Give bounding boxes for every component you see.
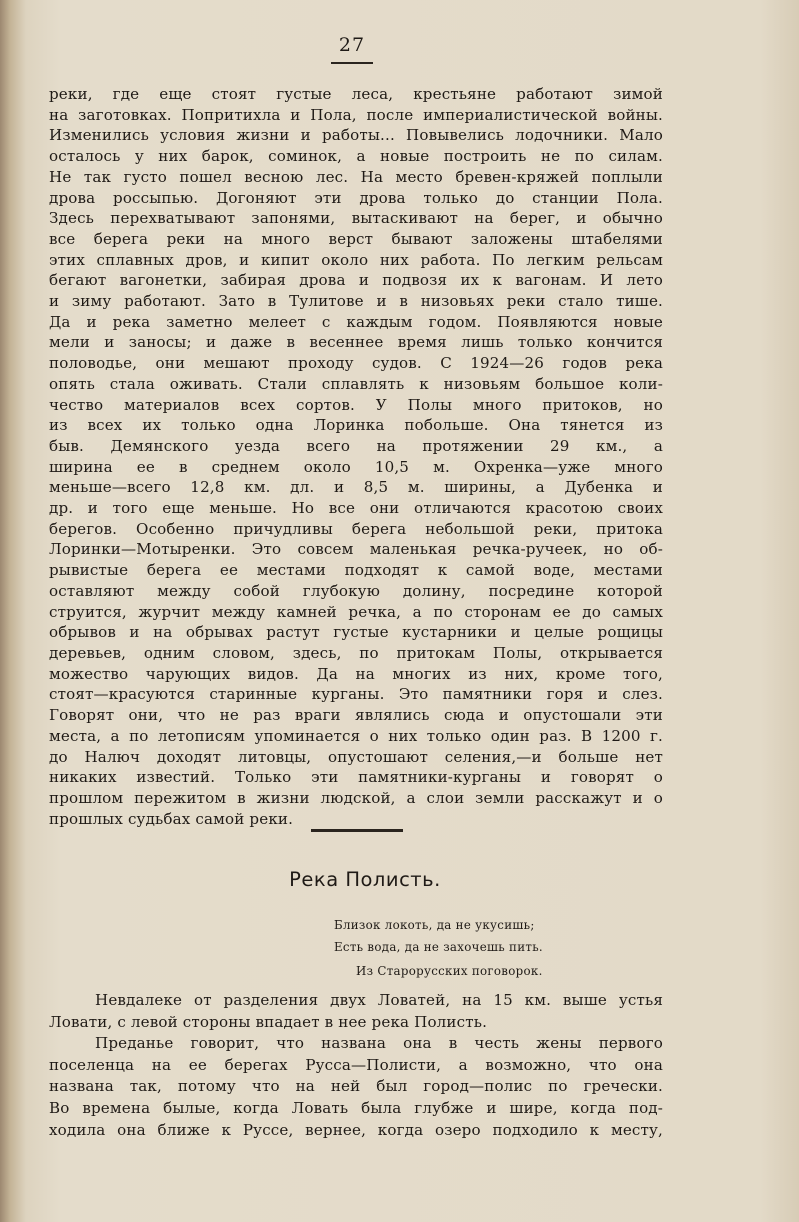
text-line: места, а по летописям упоминается о них только один раз. В 1200 г. — [49, 726, 663, 745]
text-line: обрывов и на обрывах растут густые кустарники и целые рощицы — [49, 623, 663, 642]
epigraph-source: Из Старорусских поговорок. — [356, 964, 543, 978]
text-line: быв. Демянского уезда всего на протяжении 29 км., а — [49, 436, 663, 455]
text-line: на заготовках. Попритихла и Пола, после империалистической войны. — [49, 105, 663, 124]
text-line: из всех их только одна Лоринка побольше. Она тянется из — [49, 416, 663, 435]
text-line: этих сплавных дров, и кипит около них работа. По легким рельсам — [49, 250, 663, 269]
text-line: струится, журчит между камней речка, а по сторонам ее до самых — [49, 602, 663, 621]
text-line: опять стала оживать. Стали сплавлять к низовьям большое коли- — [49, 374, 663, 393]
text-line: ходила она ближе к Руссе, вернее, когда озеро подходило к месту, — [49, 1120, 663, 1139]
text-line: мели и заносы; и даже в весеннее время лишь только кончится — [49, 333, 663, 352]
text-line: Во времена былые, когда Ловать была глубже и шире, когда под- — [49, 1098, 663, 1117]
text-line: Преданье говорит, что названа она в честь жены первого — [95, 1034, 663, 1053]
text-line: Здесь перехватывают запонями, вытаскивают на берег, и обычно — [49, 209, 663, 228]
text-line: деревьев, одним словом, здесь, по притокам Полы, открывается — [49, 643, 663, 662]
text-line: берегов. Особенно причудливы берега небольшой реки, притока — [49, 519, 663, 538]
text-line: Лоринки—Мотыренки. Это совсем маленькая речка-ручеек, но об- — [49, 540, 663, 559]
page-number-underline — [331, 62, 373, 64]
text-line: оставляют между собой глубокую долину, посредине которой — [49, 581, 663, 600]
text-line: Ловати, с левой стороны впадает в нее река Полисть. — [49, 1012, 488, 1031]
text-line: меньше—всего 12,8 км. дл. и 8,5 м. ширины, а Дубенка и — [49, 478, 663, 497]
section-title: Река Полисть. — [289, 868, 441, 891]
text-line: можество чарующих видов. Да на многих из них, кроме того, — [49, 664, 663, 683]
text-line: Невдалеке от разделения двух Ловатей, на 15 км. выше устья — [95, 991, 663, 1009]
page-number: 27 — [338, 34, 366, 56]
text-line: никаких известий. Только эти памятники-курганы и говорят о — [49, 768, 663, 787]
text-line: и зиму работают. Зато в Тулитове и в низовьях реки стало тише. — [49, 292, 663, 311]
text-line: до Налюч доходят литовцы, опустошают селения,—и больше нет — [49, 747, 663, 766]
text-line: осталось у них барок, соминок, а новые построить не по силам. — [49, 147, 663, 166]
epigraph-line: Близок локоть, да не укусишь; — [334, 918, 535, 932]
text-line: Не так густо пошел весною лес. На место бревен-кряжей поплыли — [49, 167, 663, 186]
epigraph — [300, 914, 620, 982]
text-line: др. и того еще меньше. Но все они отличаются красотою своих — [49, 499, 663, 518]
text-line: дрова россыпью. Догоняют эти дрова только до станции Пола. — [49, 188, 663, 207]
text-line: Да и река заметно мелеет с каждым годом. Появляются новые — [49, 312, 663, 331]
text-line: ширина ее в среднем около 10,5 м. Охренка—уже много — [49, 457, 663, 476]
text-line: прошлом пережитом в жизни людской, а слои земли расскажут и о — [49, 788, 663, 807]
text-line: поселенца на ее берегах Русса—Полисти, а возможно, что она — [49, 1055, 663, 1074]
text-line: бегают вагонетки, забирая дрова и подвозя их к вагонам. И лето — [49, 271, 663, 290]
text-line: Изменились условия жизни и работы... Повывелись лодочники. Мало — [49, 126, 663, 145]
text-line: все берега реки на много верст бывают заложены штабелями — [49, 229, 663, 248]
text-line: Говорят они, что не раз враги являлись сюда и опустошали эти — [49, 706, 663, 725]
text-line: реки, где еще стоят густые леса, крестьяне работают зимой — [49, 85, 663, 103]
text-line: половодье, они мешают проходу судов. С 1924—26 годов река — [49, 354, 663, 373]
section-divider — [311, 829, 403, 832]
text-line: названа так, потому что на ней был город—полис по гречески. — [49, 1077, 663, 1096]
text-line: чество материалов всех сортов. У Полы много притоков, но — [49, 395, 663, 414]
text-line: стоят—красуются старинные курганы. Это памятники горя и слез. — [49, 685, 663, 704]
text-line: прошлых судьбах самой реки. — [49, 809, 294, 828]
section-paragraph — [49, 990, 663, 1141]
top-paragraph — [49, 84, 663, 829]
epigraph-line: Есть вода, да не захочешь пить. — [334, 940, 543, 954]
text-line: рывистые берега ее местами подходят к самой воде, местами — [49, 561, 663, 580]
